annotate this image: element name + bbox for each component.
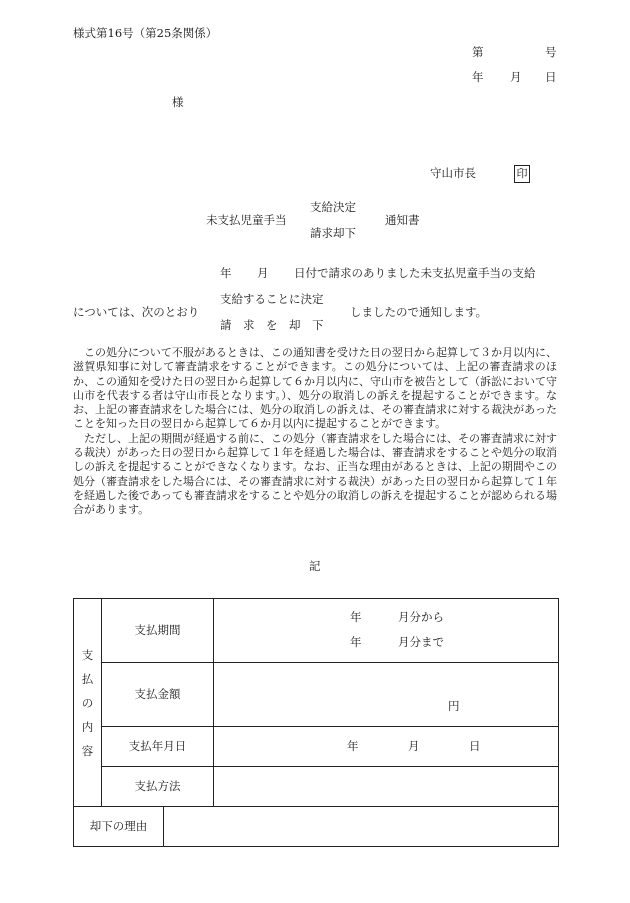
- issuer-name: 守山市長: [430, 166, 476, 180]
- body-year: 年: [220, 266, 232, 280]
- payment-period-value[interactable]: 年 月分から 年 月分まで: [214, 599, 559, 663]
- payment-method-label: 支払方法: [102, 767, 214, 807]
- title-subject: 未支払児童手当: [206, 213, 287, 227]
- payment-method-value[interactable]: [214, 767, 559, 807]
- appeal-notice-paragraph-2: ただし、上記の期間が経過する前に、この処分（審査請求をした場合には、その審査請求に対する裁決）があった日の翌日から起算して１年を経過した場合は、審査請求をすることや処分の取消しの訴えを提起することができなくなります。なお、正当な理由があるときは、上記の期間やこの処分（審査請求をした場合には、その審査請求に対する裁決）があった日の翌日から起算して１年を経過した後であっても審査請求をすることや処分の取消しの訴えを提起することが認められる場合があります。: [73, 431, 557, 517]
- issue-date-month: 月: [510, 70, 522, 84]
- seal-mark: 印: [514, 165, 530, 183]
- addressee-honorific: 様: [172, 95, 184, 109]
- title-suffix: 通知書: [385, 213, 420, 227]
- body-option-reject: 請 求 を 却 下: [220, 318, 324, 332]
- appeal-notice: [73, 346, 557, 518]
- payment-date-label: 支払年月日: [102, 727, 214, 767]
- payment-amount-label: 支払金額: [102, 663, 214, 727]
- payment-details-table: [73, 598, 559, 847]
- ki-heading: 記: [309, 559, 321, 573]
- issue-date-year: 年: [472, 70, 484, 84]
- payment-amount-value[interactable]: 円: [214, 663, 559, 727]
- title-option-rejection: 請求却下: [310, 226, 356, 240]
- body-line2-prefix: については、次のとおり: [73, 305, 200, 319]
- title-option-decision: 支給決定: [310, 200, 356, 214]
- body-option-decide: 支給することに決定: [220, 292, 324, 306]
- body-month: 月: [257, 266, 269, 280]
- form-number: 様式第16号（第25条関係）: [73, 26, 218, 40]
- appeal-notice-paragraph-1: この処分について不服があるときは、この通知書を受けた日の翌日から起算して３か月以内に、滋賀県知事に対して審査請求をすることができます。この処分については、上記の審査請求のほか、この通知を受けた日の翌日から起算して６か月以内に、守山市を被告として（訴訟において守山市を代表する者は守山市長となります。）、処分の取消しの訴えを提起することができます。なお、上記の審査請求をした場合には、処分の取消しの訴えは、その審査請求に対する裁決があったことを知った日の翌日から起算して６か月以内に提起することができます。: [73, 346, 557, 431]
- payment-date-value[interactable]: 年 月 日: [214, 727, 559, 767]
- rejection-reason-label: 却下の理由: [74, 807, 164, 847]
- body-line1-text: 日付で請求のありました未支払児童手当の支給: [294, 266, 536, 280]
- document-number-prefix: 第: [472, 45, 484, 59]
- document-number-suffix: 号: [545, 45, 557, 59]
- issue-date-day: 日: [545, 70, 557, 84]
- rejection-reason-value[interactable]: [164, 807, 559, 847]
- payment-period-label: 支払期間: [102, 599, 214, 663]
- body-line2-suffix: しましたので通知します。: [350, 305, 488, 319]
- payment-content-label: 支 払 の 内 容: [74, 599, 102, 807]
